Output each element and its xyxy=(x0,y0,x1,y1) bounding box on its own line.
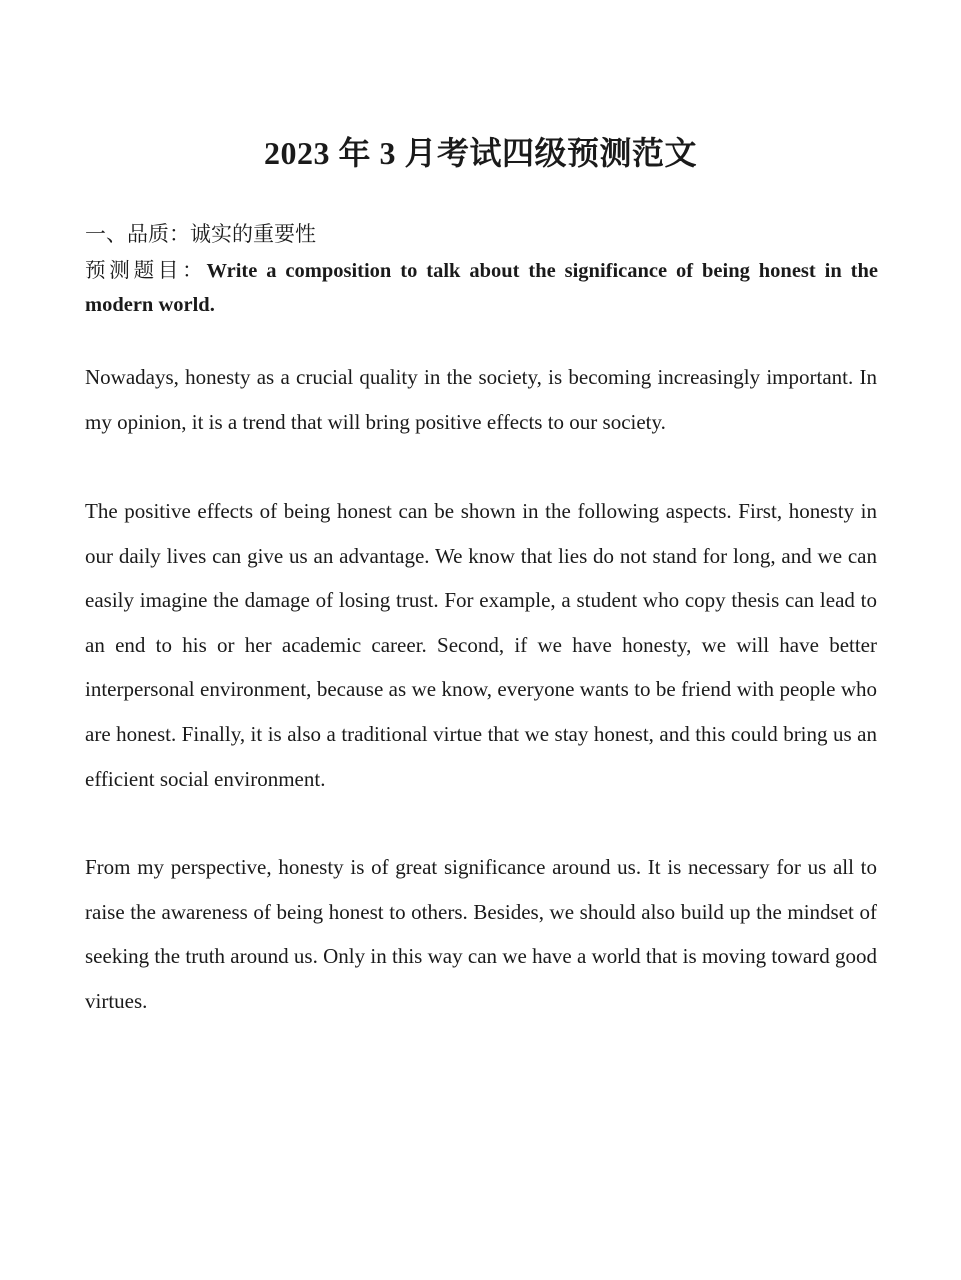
essay-paragraph-intro: Nowadays, honesty as a crucial quality in the society, is becoming increasingly important. In my opinion, it is a trend that will bring positive effects to our society. xyxy=(85,365,877,434)
essay-prompt xyxy=(85,254,878,322)
essay-paragraph-body: The positive effects of being honest can be shown in the following aspects. First, honesty in our daily lives can give us an advantage. We know that lies do not stand for long, and we can easily imagine the damage of losing trust. For example, a student who copy thesis can lead to an end to his or her academic career. Second, if we have honesty, we will have better interpersonal environment, because as we know, everyone wants to be friend with people who are honest. Finally, it is also a traditional virtue that we stay honest, and this could bring us an efficient social environment. xyxy=(85,499,877,791)
essay-paragraph-conclusion: From my perspective, honesty is of great significance around us. It is necessary for us all to raise the awareness of being honest to others. Besides, we should also build up the mindset of seeking the truth around us. Only in this way can we have a world that is moving toward good virtues. xyxy=(85,855,877,1013)
prompt-label: 预测题目： xyxy=(85,260,207,282)
prompt-text: Write a composition to talk about the significance of being honest in the modern world. xyxy=(85,260,878,316)
page-title: 2023 年 3 月考试四级预测范文 xyxy=(263,135,697,171)
section-heading: 一、品质：诚实的重要性 xyxy=(85,222,316,246)
